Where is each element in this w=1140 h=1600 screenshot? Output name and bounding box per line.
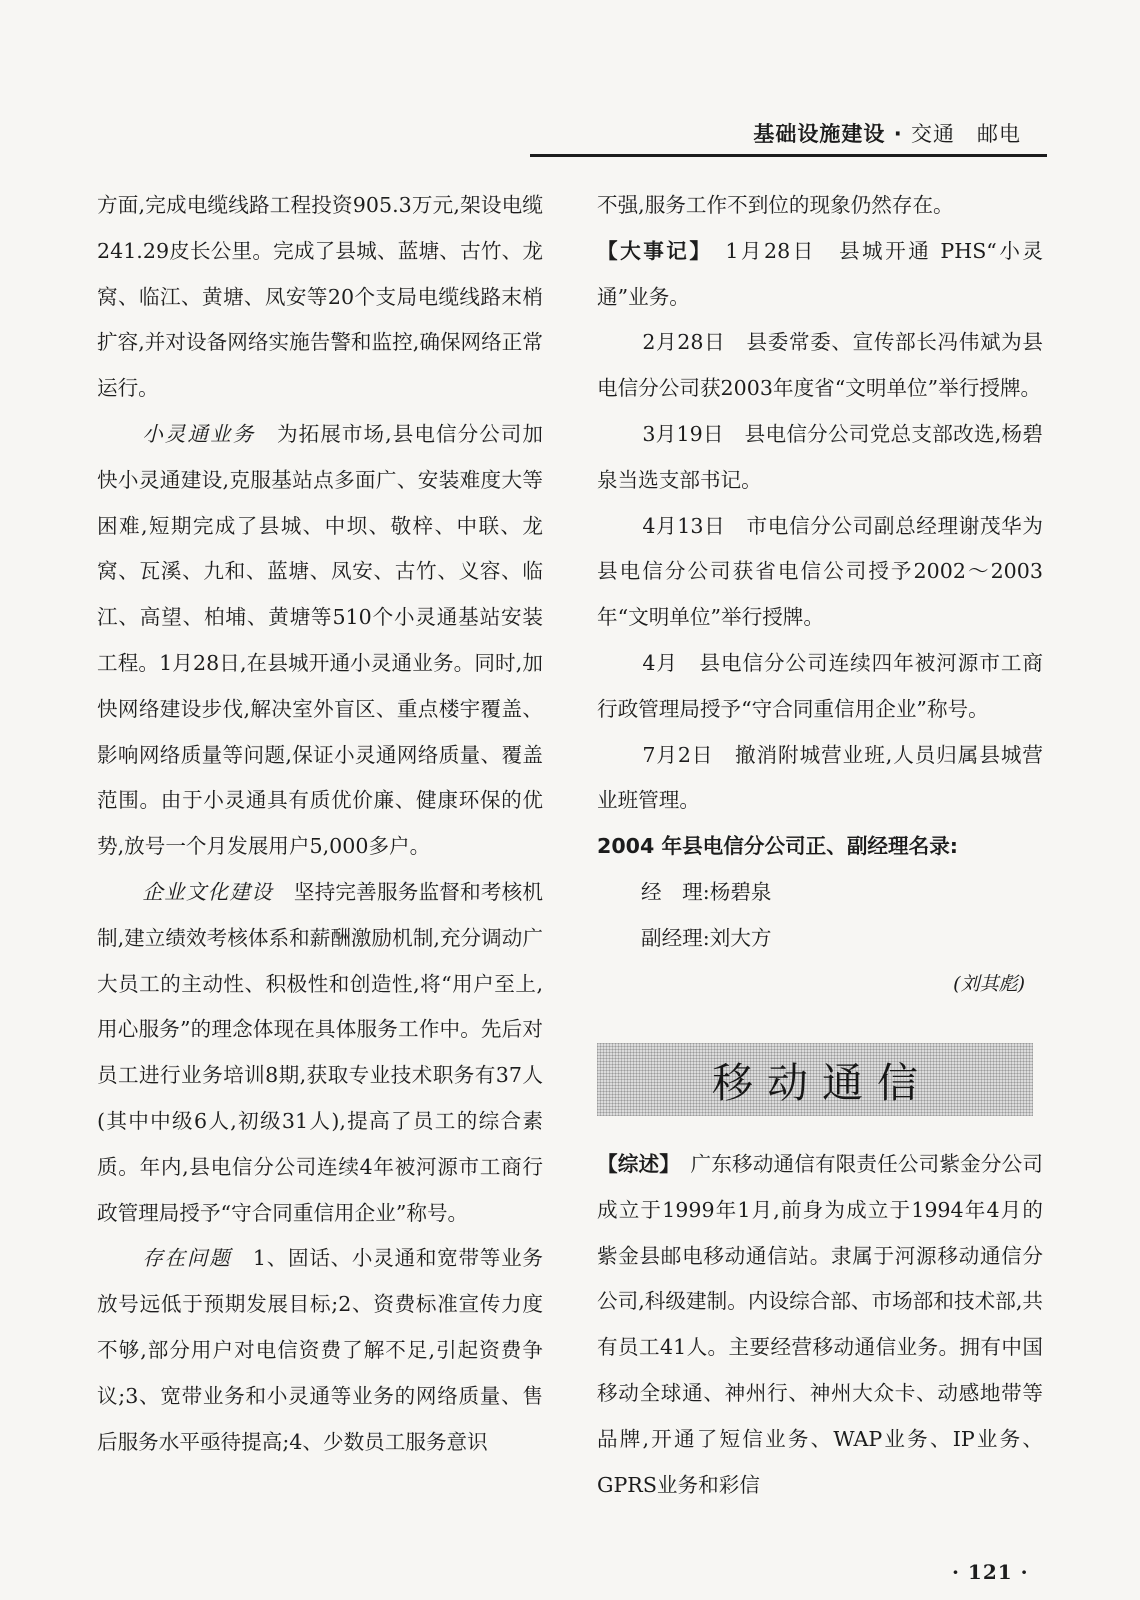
deputy-manager-line: 副经理:刘大方 bbox=[641, 925, 772, 950]
manager-line: 经 理:杨碧泉 bbox=[641, 879, 772, 904]
subheading-phs: 小灵通业务 bbox=[142, 421, 256, 446]
section-title: 移动通信 bbox=[712, 1059, 932, 1107]
summary-label: 【综述】 bbox=[597, 1152, 670, 1176]
summary-text: 广东移动通信有限责任公司紫金分公司成立于1999年1月,前身为成立于1994年4月的紫金县邮电移动通信站。隶属于河源移动通信分公司,科级建制。内设综合部、市场部和技术部,共有员工41人。主要经营移动通信业务。拥有中国移动全球通、神州行、神州大众卡、动感地带等品牌,开通了短信业务、WAP业务、IP业务、GPRS业务和彩信 bbox=[597, 1152, 1044, 1497]
event-6: 7月2日 撤消附城营业班,人员归属县城营业班管理。 bbox=[597, 742, 1043, 813]
event-1-text: 县城开通 PHS“小灵通”业务。 bbox=[597, 238, 1044, 309]
header-rule bbox=[530, 154, 1047, 157]
managers-title: 2004 年县电信分公司正、副经理名录: bbox=[597, 834, 959, 859]
paragraph-problems bbox=[97, 1236, 543, 1465]
event-5: 4月 县电信分公司连续四年被河源市工商行政管理局授予“守合同重信用企业”称号。 bbox=[597, 650, 1043, 721]
paragraph-culture-text: 坚持完善服务监督和考核机制,建立绩效考核体系和薪酬激励机制,充分调动广大员工的主动性、积极性和创造性,将“用户至上,用心服务”的理念体现在具体服务工作中。先后对员工进行业务培训8期,获取专业技术职务有37人(其中中级6人,初级31人),提高了员工的综合素质。年内,县电信分公司连续4年被河源市工商行政管理局授予“守合同重信用企业”称号。 bbox=[97, 879, 544, 1225]
left-column bbox=[97, 183, 543, 1465]
author-credit: (刘其彪) bbox=[953, 972, 1025, 995]
paragraph-phs bbox=[97, 412, 543, 870]
paragraph-phs-text: 为拓展市场,县电信分公司加快小灵通建设,克服基站点多面广、安装难度大等困难,短期完成了县城、中坝、敬梓、中联、龙窝、瓦溪、九和、蓝塘、凤安、古竹、义容、临江、高望、柏埔、黄塘等510个小灵通基站安装工程。1月28日,在县城开通小灵通业务。同时,加快网络建设步伐,解决室外盲区、重点楼宇覆盖、影响网络质量等问题,保证小灵通网络质量、覆盖范围。由于小灵通具有质优价廉、健康环保的优势,放号一个月发展用户5,000多户。 bbox=[97, 421, 544, 859]
event-3: 3月19日 县电信分公司党总支部改选,杨碧泉当选支部书记。 bbox=[597, 421, 1043, 492]
paragraph-culture bbox=[97, 870, 543, 1236]
header-separator: · bbox=[893, 122, 903, 146]
events-label: 【大事记】 bbox=[597, 238, 703, 263]
event-4: 4月13日 市电信分公司副总经理谢茂华为县电信分公司获省电信公司授予2002～2003年“文明单位”举行授牌。 bbox=[597, 513, 1043, 630]
event-1 bbox=[597, 229, 1043, 321]
header-subsection: 交通 邮电 bbox=[911, 122, 1021, 146]
subheading-problems: 存在问题 bbox=[142, 1246, 232, 1271]
event-2: 2月28日 县委常委、宣传部长冯伟斌为县电信分公司获2003年度省“文明单位”举行授牌。 bbox=[597, 330, 1043, 401]
paragraph-continued: 不强,服务工作不到位的现象仍然存在。 bbox=[597, 193, 954, 217]
event-1-date: 1月28日 bbox=[725, 238, 816, 263]
paragraph-cable: 方面,完成电缆线路工程投资905.3万元,架设电缆241.29皮长公里。完成了县城、蓝塘、古竹、龙窝、临江、黄塘、凤安等20个支局电缆线路末梢扩容,并对设备网络实施告警和监控,确保网络正常运行。 bbox=[97, 193, 543, 401]
summary-paragraph bbox=[597, 1142, 1043, 1508]
paragraph-problems-text: 1、固话、小灵通和宽带等业务放号远低于预期发展目标;2、资费标准宣传力度不够,部分用户对电信资费了解不足,引起资费争议;3、宽带业务和小灵通等业务的网络质量、售后服务水平亟待提高;4、少数员工服务意识 bbox=[97, 1246, 544, 1454]
running-header bbox=[530, 118, 1047, 148]
section-title-box bbox=[597, 1043, 1033, 1116]
page-number: · 121 · bbox=[952, 1560, 1029, 1584]
header-section: 基础设施建设 bbox=[753, 122, 886, 146]
right-column bbox=[597, 183, 1043, 1007]
subheading-culture: 企业文化建设 bbox=[142, 879, 274, 904]
right-column-lower bbox=[597, 1142, 1043, 1508]
